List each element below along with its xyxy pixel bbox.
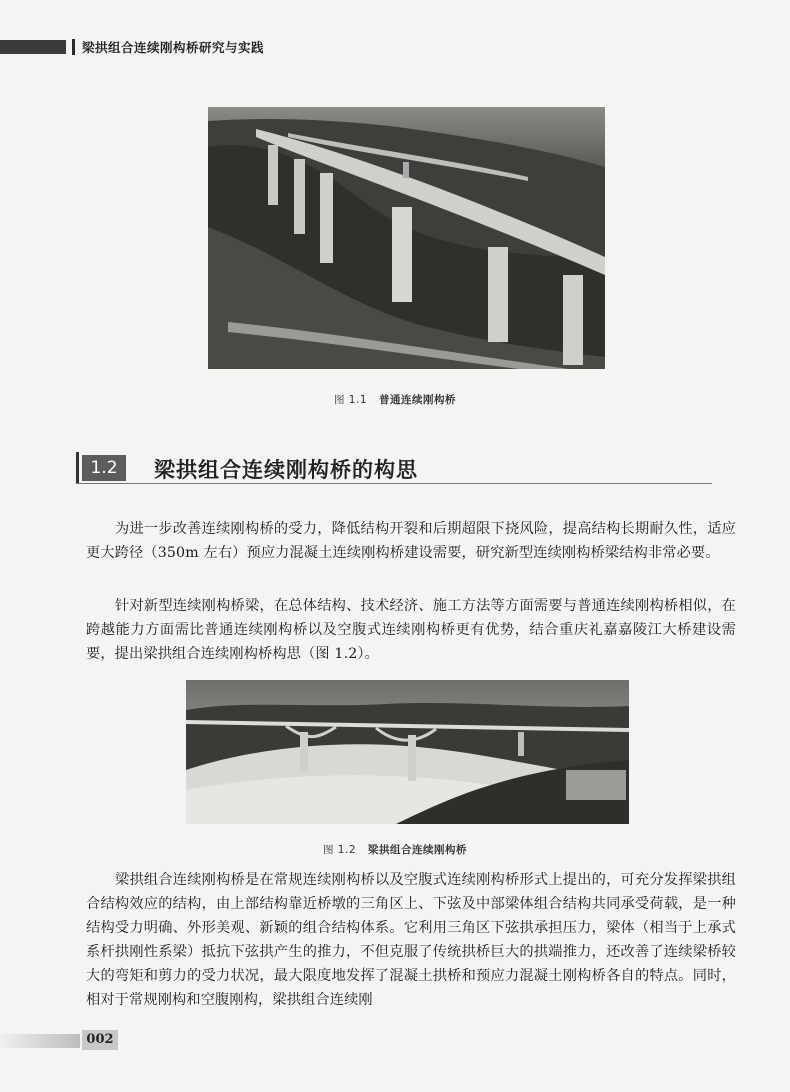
- paragraph-1: 为进一步改善连续刚构桥的受力，降低结构开裂和后期超限下挠风险，提高结构长期耐久性，适应更大跨径（350m 左右）预应力混凝土连续刚构桥建设需要，研究新型连续刚构桥梁结构非常必要。: [86, 521, 736, 561]
- figure-1-1-photo: [208, 107, 605, 369]
- heading-left-bar: [76, 452, 79, 484]
- figure-caption-text: 普通连续刚构桥: [379, 394, 457, 406]
- page-number: 002: [82, 1030, 118, 1050]
- footer-decor-bar: [0, 1034, 80, 1048]
- section-heading: [76, 452, 712, 484]
- figure-caption-text: 梁拱组合连续刚构桥: [368, 844, 468, 856]
- section-title: 梁拱组合连续刚构桥的构思: [154, 458, 418, 482]
- header-decor-bar: [0, 40, 66, 54]
- figure-number: 图 1.1: [333, 394, 368, 406]
- figure-1-2-caption: [0, 842, 790, 857]
- header-separator: [72, 39, 75, 55]
- paragraph-2: 针对新型连续刚构桥梁，在总体结构、技术经济、施工方法等方面需要与普通连续刚构桥相似，在跨越能力方面需比普通连续刚构桥以及空腹式连续刚构桥更有优势，结合重庆礼嘉嘉陵江大桥建设需要，提出梁拱组合连续刚构桥构思（图 1.2）。: [86, 598, 736, 662]
- running-header: 梁拱组合连续刚构桥研究与实践: [82, 40, 265, 55]
- heading-underline: [76, 483, 712, 484]
- figure-1-2-photo: [186, 680, 629, 824]
- figure-number: 图 1.2: [322, 844, 357, 856]
- section-number: 1.2: [82, 455, 126, 481]
- figure-1-1-caption: [0, 392, 790, 407]
- bridge-photo-2: [186, 680, 629, 824]
- paragraph-3: 梁拱组合连续刚构桥是在常规连续刚构桥以及空腹式连续刚构桥形式上提出的，可充分发挥梁拱组合结构效应的结构，由上部结构靠近桥墩的三角区上、下弦及中部梁体组合结构共同承受荷载，是一种结构受力明确、外形美观、新颖的组合结构体系。它利用三角区下弦拱承担压力，梁体（相当于上承式系杆拱刚性系梁）抵抗下弦拱产生的推力，不但克服了传统拱桥巨大的拱端推力，还改善了连续梁桥较大的弯矩和剪力的受力状况，最大限度地发挥了混凝土拱桥和预应力混凝土刚构桥各自的特点。同时，相对于常规刚构和空腹刚构，梁拱组合连续刚: [86, 872, 736, 1008]
- bridge-photo-1: [208, 107, 605, 369]
